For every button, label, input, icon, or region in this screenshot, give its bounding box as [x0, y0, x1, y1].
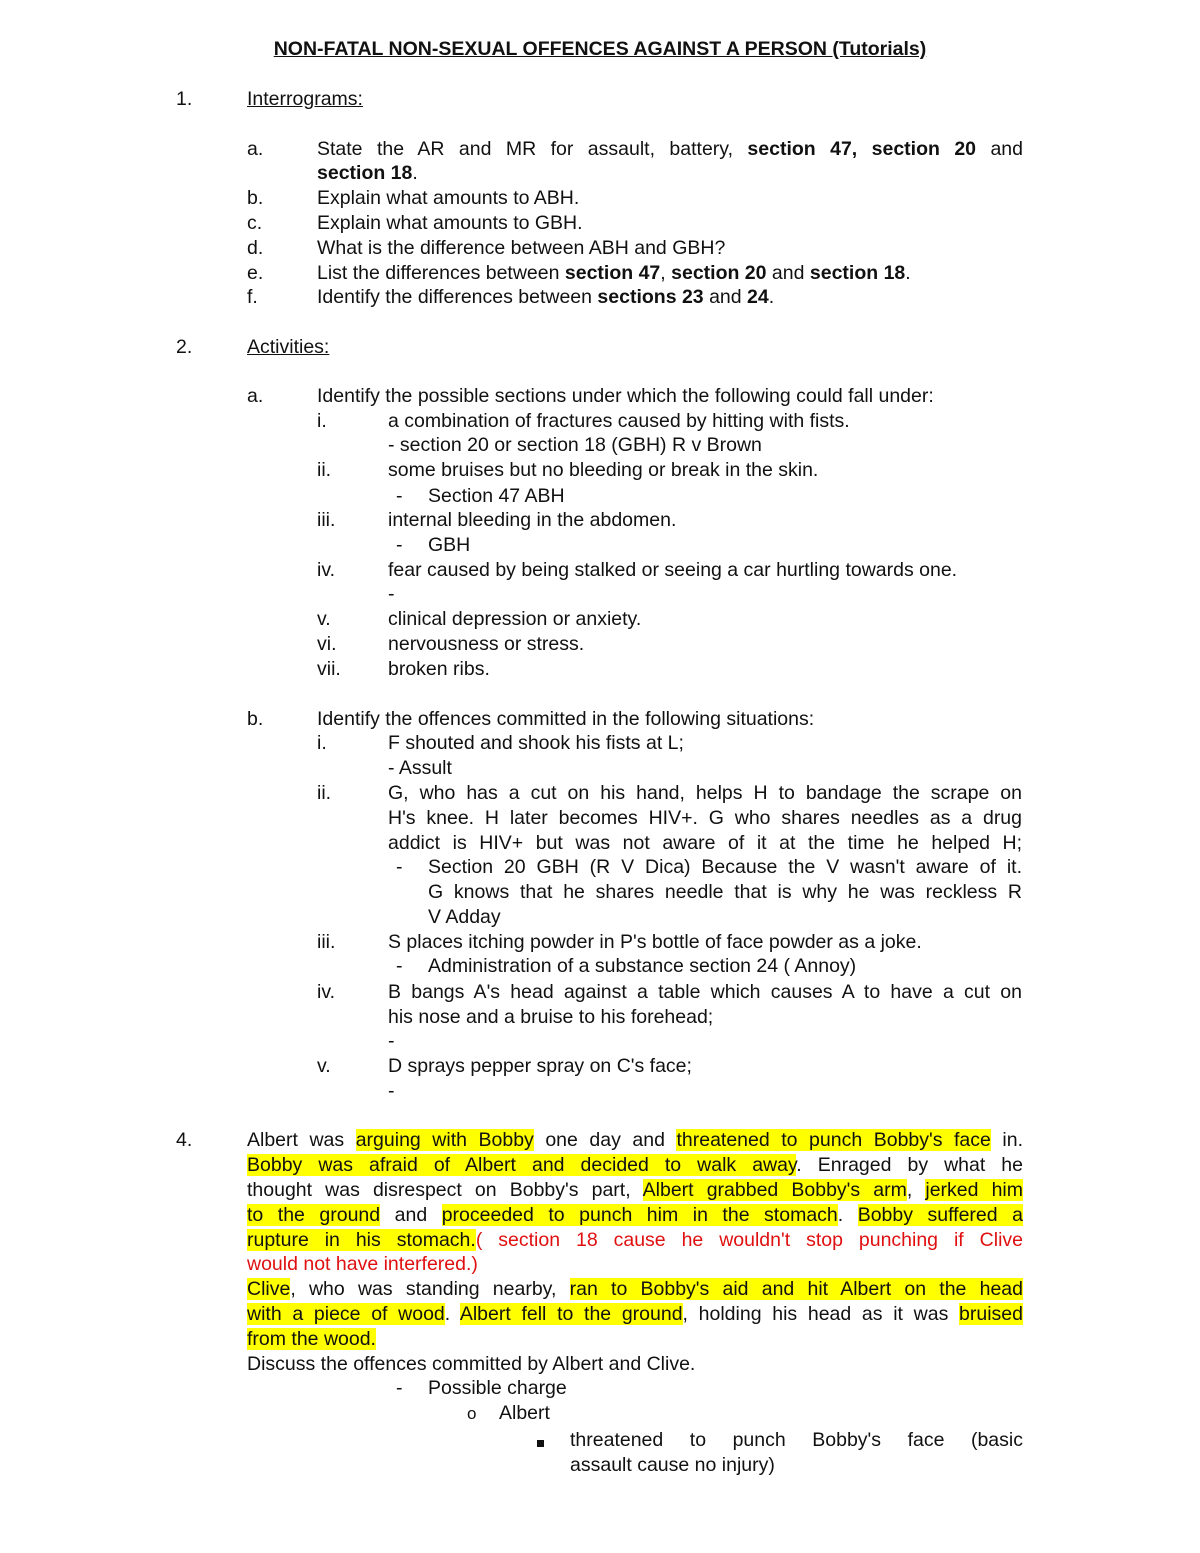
section-2-heading: Activities:	[247, 336, 330, 358]
item-2a-ii-answer: Section 47 ABH	[428, 485, 565, 507]
item-2b-ii-line2: H's knee. H later becomes HIV+. G who shares needles as a drug	[388, 807, 1022, 829]
scenario-line-2: Bobby was afraid of Albert and decided to walk away. Enraged by what he	[247, 1154, 1023, 1176]
item-1a-line2: section 18.	[317, 162, 418, 184]
item-1e-text: List the differences between section 47, section 20 and section 18.	[317, 262, 911, 284]
item-2b-i-answer: - Assult	[388, 757, 452, 779]
item-2b-text: Identify the offences committed in the following situations:	[317, 708, 815, 730]
square-bullet-icon	[537, 1429, 544, 1453]
item-2a-vi-text: nervousness or stress.	[388, 633, 585, 655]
item-2a-ii-text: some bruises but no bleeding or break in the skin.	[388, 459, 819, 481]
scenario-line-7: Clive, who was standing nearby, ran to Bobby's aid and hit Albert on the head	[247, 1278, 1023, 1300]
item-2b-iii-text: S places itching powder in P's bottle of face powder as a joke.	[388, 931, 922, 953]
charge-heading: Possible charge	[428, 1377, 567, 1399]
page-title: NON-FATAL NON-SEXUAL OFFENCES AGAINST A PERSON (Tutorials)	[273, 38, 927, 60]
item-2b-v-text: D sprays pepper spray on C's face;	[388, 1055, 692, 1077]
item-2a-text: Identify the possible sections under which the following could fall under:	[317, 385, 934, 407]
item-1c-marker: c.	[247, 212, 263, 234]
item-2a-iii-dash: -	[396, 534, 403, 556]
item-2b-ii-answer-1: Section 20 GBH (R V Dica) Because the V wasn't aware of it.	[428, 856, 1022, 878]
item-2b-i-text: F shouted and shook his fists at L;	[388, 732, 684, 754]
scenario-line-6: would not have interfered.)	[247, 1253, 478, 1275]
albert-charge-line2: assault cause no injury)	[570, 1454, 775, 1476]
section-4-number: 4.	[176, 1129, 193, 1151]
item-1f-marker: f.	[247, 286, 258, 308]
item-2a-vii-text: broken ribs.	[388, 658, 490, 680]
item-2b-ii-marker: ii.	[317, 782, 332, 804]
item-2b-v-marker: v.	[317, 1055, 331, 1077]
item-2b-v-dash: -	[388, 1080, 395, 1102]
item-1b-marker: b.	[247, 187, 264, 209]
item-2b-i-marker: i.	[317, 732, 327, 754]
item-2a-iv-marker: iv.	[317, 559, 336, 581]
item-2b-marker: b.	[247, 708, 264, 730]
item-2b-ii-answer-2: G knows that he shares needle that is why he was reckless R	[428, 881, 1022, 903]
item-2b-ii-line1: G, who has a cut on his hand, helps H to bandage the scrape on	[388, 782, 1022, 804]
item-2a-ii-marker: ii.	[317, 459, 332, 481]
section-1-heading: Interrograms:	[247, 88, 363, 110]
item-2a-iv-dash: -	[388, 583, 395, 605]
scenario-line-1: Albert was arguing with Bobby one day and threatened to punch Bobby's face in.	[247, 1129, 1024, 1151]
item-2a-v-text: clinical depression or anxiety.	[388, 608, 642, 630]
albert-charge-line1: threatened to punch Bobby's face (basic	[570, 1429, 1023, 1451]
item-1b-text: Explain what amounts to ABH.	[317, 187, 580, 209]
item-1c-text: Explain what amounts to GBH.	[317, 212, 583, 234]
albert-label: Albert	[499, 1402, 550, 1424]
item-2b-ii-dash: -	[396, 856, 403, 878]
item-1d-marker: d.	[247, 237, 264, 259]
item-1a-marker: a.	[247, 138, 264, 160]
item-1e-marker: e.	[247, 262, 264, 284]
scenario-line-5: rupture in his stomach.( section 18 cause he wouldn't stop punching if Clive	[247, 1229, 1023, 1251]
item-2a-iii-marker: iii.	[317, 509, 336, 531]
scenario-line-3: thought was disrespect on Bobby's part, Albert grabbed Bobby's arm, jerked him	[247, 1179, 1023, 1201]
item-2b-iii-dash: -	[396, 955, 403, 977]
charge-dash: -	[396, 1377, 403, 1399]
item-2a-iii-answer: GBH	[428, 534, 471, 556]
item-1a-line1: State the AR and MR for assault, battery, section 47, section 20 and	[317, 138, 1023, 160]
item-2b-iii-marker: iii.	[317, 931, 336, 953]
item-2b-iv-marker: iv.	[317, 981, 336, 1003]
scenario-line-4: to the ground and proceeded to punch him in the stomach. Bobby suffered a	[247, 1204, 1023, 1226]
item-2a-iv-text: fear caused by being stalked or seeing a car hurtling towards one.	[388, 559, 958, 581]
section-1-number: 1.	[176, 88, 193, 110]
albert-bullet: o	[467, 1404, 477, 1423]
item-2b-ii-answer-3: V Adday	[428, 906, 501, 928]
item-1d-text: What is the difference between ABH and GBH?	[317, 237, 726, 259]
item-2a-i-answer: - section 20 or section 18 (GBH) R v Brown	[388, 434, 762, 456]
section-2-number: 2.	[176, 336, 193, 358]
item-2a-i-marker: i.	[317, 410, 327, 432]
scenario-question: Discuss the offences committed by Albert and Clive.	[247, 1353, 696, 1375]
item-2a-ii-dash: -	[396, 485, 403, 507]
item-2a-v-marker: v.	[317, 608, 331, 630]
scenario-line-9: from the wood.	[247, 1328, 376, 1350]
item-2b-iv-line2: his nose and a bruise to his forehead;	[388, 1006, 714, 1028]
item-2b-iv-dash: -	[388, 1030, 395, 1052]
item-2a-vii-marker: vii.	[317, 658, 341, 680]
item-2b-ii-line3: addict is HIV+ but was not aware of it at the time he helped H;	[388, 832, 1022, 854]
item-2a-marker: a.	[247, 385, 264, 407]
scenario-line-8: with a piece of wood. Albert fell to the ground, holding his head as it was bruised	[247, 1303, 1023, 1325]
item-2a-iii-text: internal bleeding in the abdomen.	[388, 509, 677, 531]
item-2b-iii-answer: Administration of a substance section 24 ( Annoy)	[428, 955, 857, 977]
item-2a-i-text: a combination of fractures caused by hitting with fists.	[388, 410, 850, 432]
item-2a-vi-marker: vi.	[317, 633, 337, 655]
item-1f-text: Identify the differences between sections 23 and 24.	[317, 286, 775, 308]
item-2b-iv-line1: B bangs A's head against a table which causes A to have a cut on	[388, 981, 1022, 1003]
